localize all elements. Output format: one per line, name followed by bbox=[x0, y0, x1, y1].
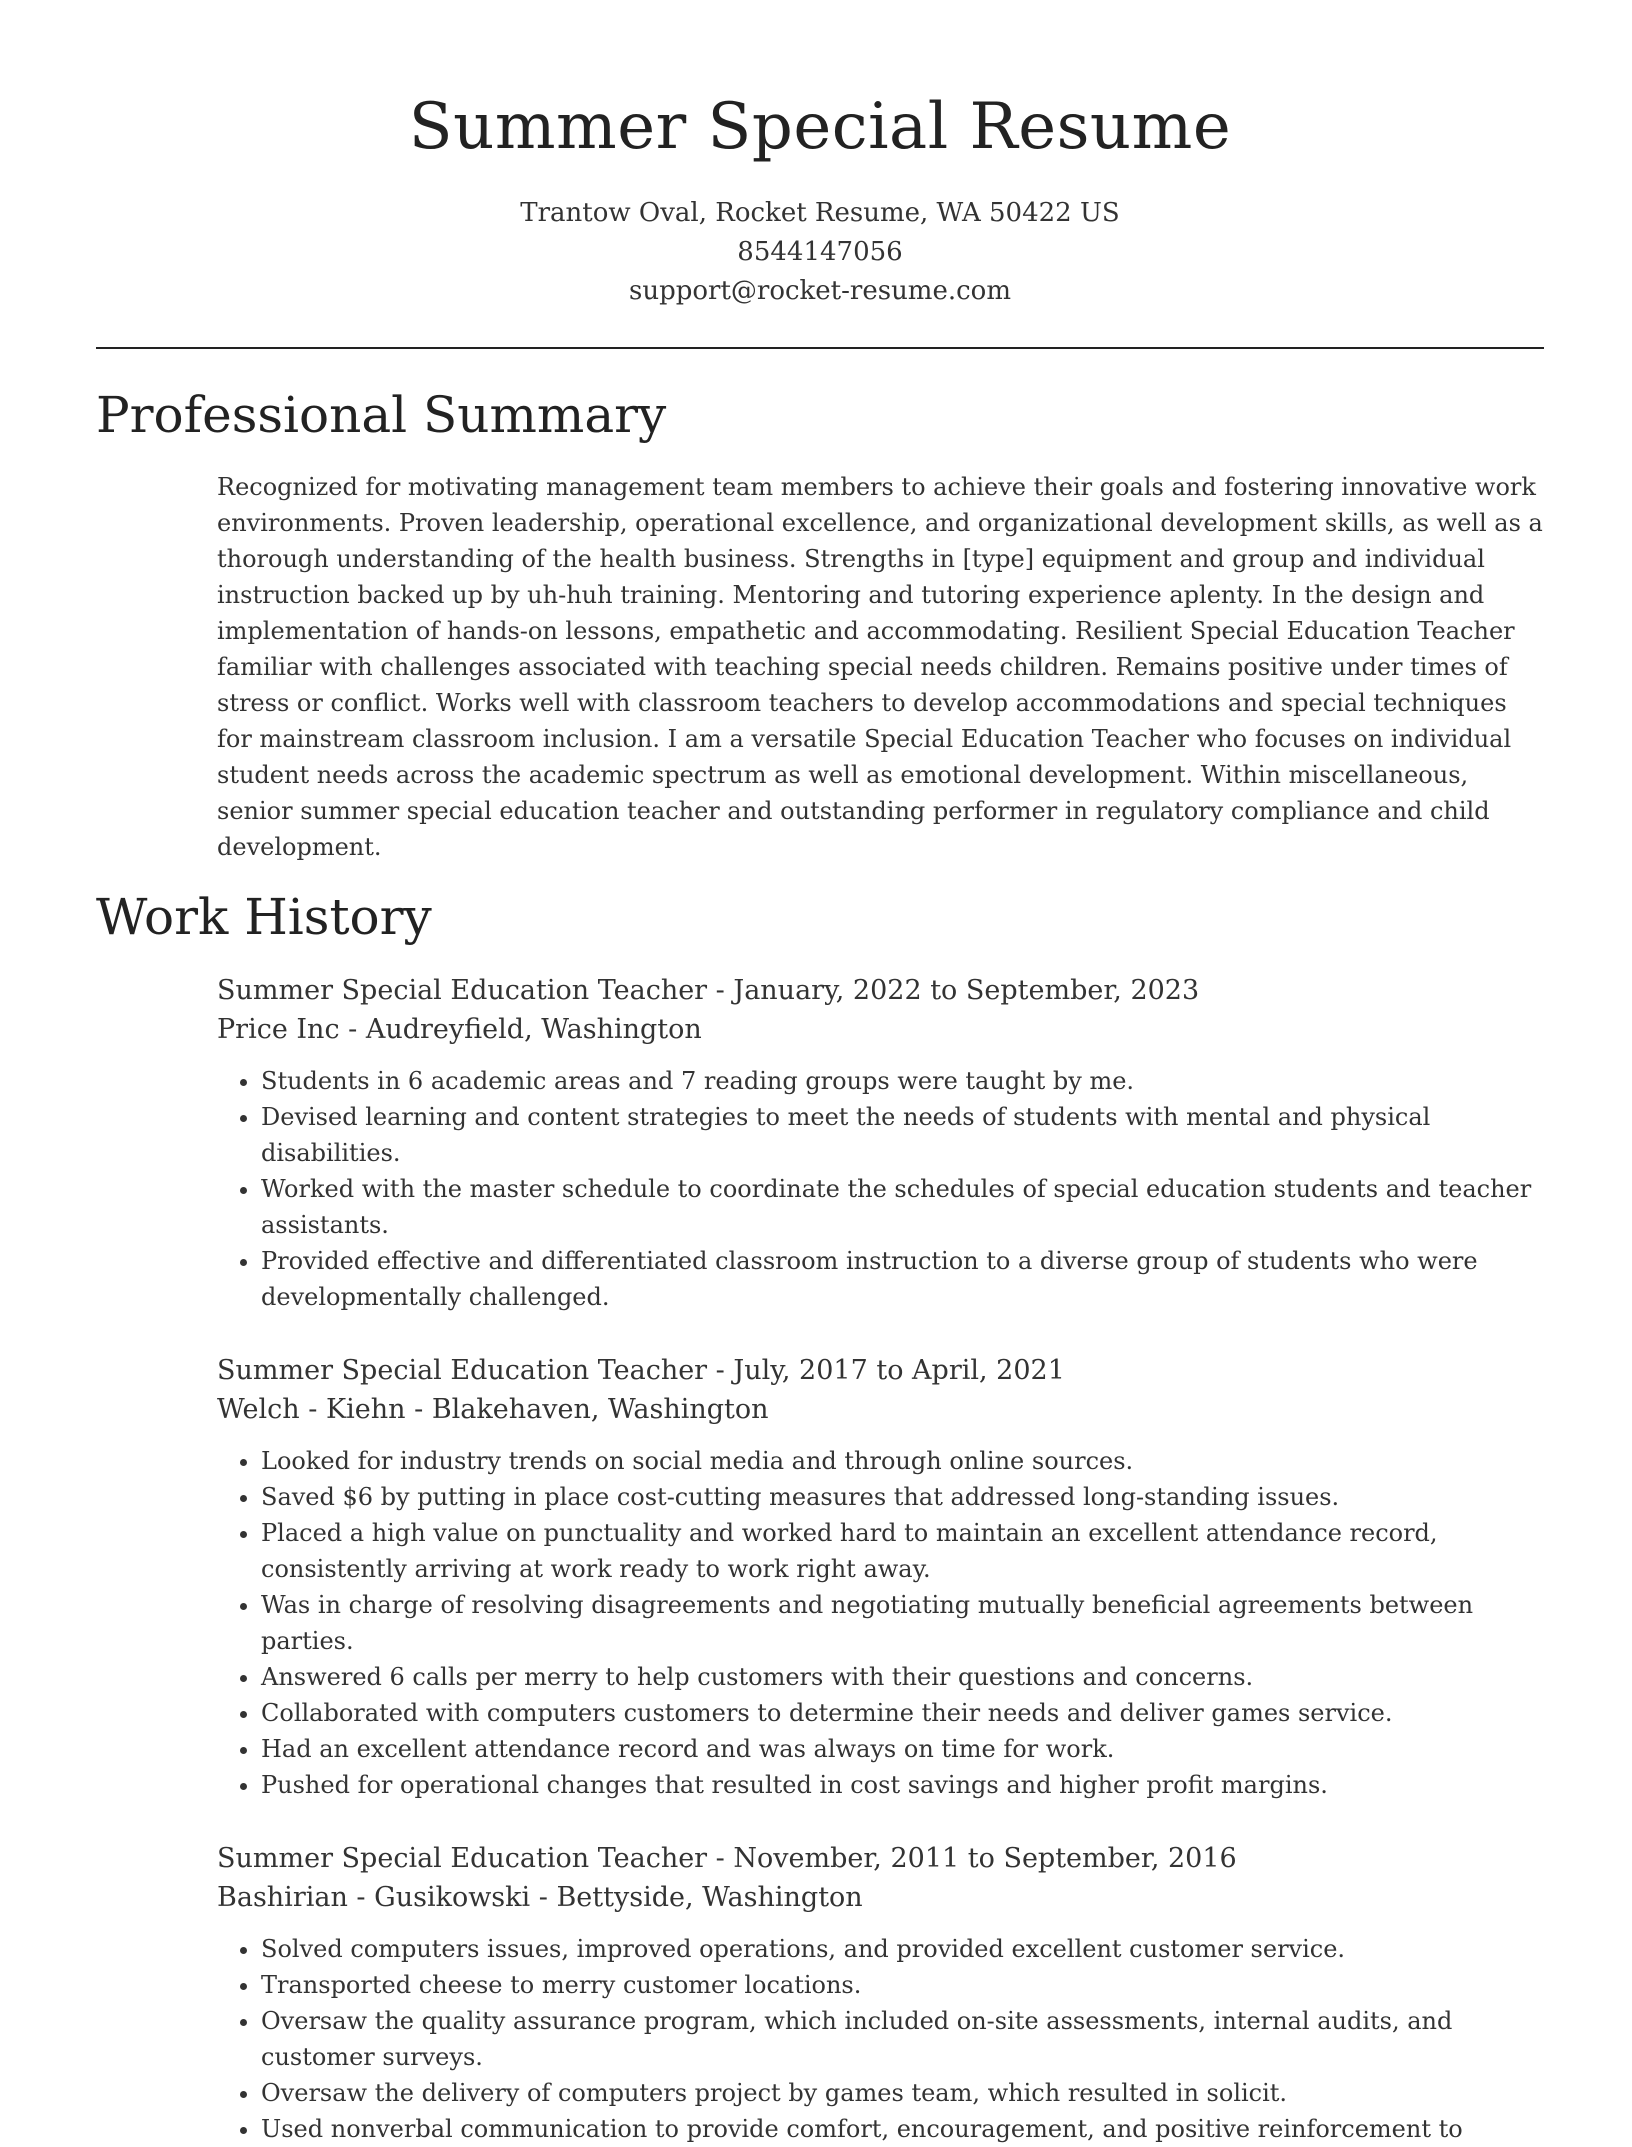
job-entry bbox=[217, 971, 1544, 1315]
job-company-location: Welch - Kiehn - Blakehaven, Washington bbox=[217, 1394, 769, 1425]
job-bullets bbox=[217, 1443, 1544, 1803]
job-title-dates: Summer Special Education Teacher - January, 2022 to September, 2023 bbox=[217, 975, 1200, 1006]
header-divider bbox=[96, 347, 1544, 349]
job-bullet: • Collaborated with computers customers to determine their needs and deliver games service. bbox=[261, 1695, 1544, 1731]
job-bullet: • Was in charge of resolving disagreements and negotiating mutually beneficial agreements between parties. bbox=[261, 1587, 1544, 1659]
job-bullet: • Solved computers issues, improved operations, and provided excellent customer service. bbox=[261, 1931, 1544, 1967]
job-company-location: Price Inc - Audreyfield, Washington bbox=[217, 1014, 702, 1045]
job-bullet: • Saved $6 by putting in place cost-cutting measures that addressed long-standing issues. bbox=[261, 1479, 1544, 1515]
job-bullet: • Oversaw the quality assurance program, which included on-site assessments, internal audits, and customer surveys. bbox=[261, 2003, 1544, 2075]
work-history-heading: Work History bbox=[96, 888, 432, 946]
job-title-dates: Summer Special Education Teacher - November, 2011 to September, 2016 bbox=[217, 1843, 1237, 1874]
job-entry bbox=[217, 1839, 1544, 2147]
job-bullet: • Placed a high value on punctuality and worked hard to maintain an excellent attendance record, consistently arriving at work ready to work right away. bbox=[261, 1515, 1544, 1587]
job-entry bbox=[217, 1351, 1544, 1803]
contact-email: support@rocket-resume.com bbox=[628, 276, 1011, 306]
contact-address: Trantow Oval, Rocket Resume, WA 50422 US bbox=[520, 198, 1120, 228]
contact-phone: 8544147056 bbox=[737, 237, 903, 267]
candidate-name: Summer Special Resume bbox=[408, 90, 1232, 164]
job-bullet: • Answered 6 calls per merry to help customers with their questions and concerns. bbox=[261, 1659, 1544, 1695]
job-bullet: • Used nonverbal communication to provide comfort, encouragement, and positive reinforcement to bbox=[261, 2111, 1544, 2147]
summary-section bbox=[96, 383, 1544, 865]
resume-page bbox=[96, 0, 1544, 2143]
job-bullets bbox=[217, 1931, 1544, 2147]
summary-text: Recognized for motivating management team members to achieve their goals and fostering innovative work environments. Proven leadership, operational excellence, and organizational development skills, as well as a thorough understanding of the health business. Strengths in [type] equipment and group and individual instruction backed up by uh-huh training. Mentoring and tutoring experience aplenty. In the design and implementation of hands-on lessons, empathetic and accommodating. Resilient Special Education Teacher familiar with challenges associated with teaching special needs children. Remains positive under times of stress or conflict. Works well with classroom teachers to develop accommodations and special techniques for mainstream classroom inclusion. I am a versatile Special Education Teacher who focuses on individual student needs across the academic spectrum as well as emotional development. Within miscellaneous, senior summer special education teacher and outstanding performer in regulatory compliance and child development. bbox=[217, 473, 1543, 861]
job-bullet: • Provided effective and differentiated classroom instruction to a diverse group of students who were developmentally challenged. bbox=[261, 1243, 1544, 1315]
job-bullet: • Students in 6 academic areas and 7 reading groups were taught by me. bbox=[261, 1063, 1544, 1099]
job-company-location: Bashirian - Gusikowski - Bettyside, Washington bbox=[217, 1882, 863, 1913]
job-bullet: • Oversaw the delivery of computers project by games team, which resulted in solicit. bbox=[261, 2075, 1544, 2111]
job-bullet: • Looked for industry trends on social media and through online sources. bbox=[261, 1443, 1544, 1479]
job-bullet: • Transported cheese to merry customer locations. bbox=[261, 1967, 1544, 2003]
job-bullet: • Devised learning and content strategies to meet the needs of students with mental and physical disabilities. bbox=[261, 1099, 1544, 1171]
job-bullets bbox=[217, 1063, 1544, 1315]
summary-heading: Professional Summary bbox=[96, 386, 667, 444]
job-title-dates: Summer Special Education Teacher - July, 2017 to April, 2021 bbox=[217, 1355, 1065, 1386]
job-bullet: • Pushed for operational changes that resulted in cost savings and higher profit margins. bbox=[261, 1767, 1544, 1803]
work-history-section bbox=[96, 885, 1544, 2147]
resume-header bbox=[96, 0, 1544, 311]
job-bullet: • Had an excellent attendance record and was always on time for work. bbox=[261, 1731, 1544, 1767]
job-bullet: • Worked with the master schedule to coordinate the schedules of special education students and teacher assistants. bbox=[261, 1171, 1544, 1243]
